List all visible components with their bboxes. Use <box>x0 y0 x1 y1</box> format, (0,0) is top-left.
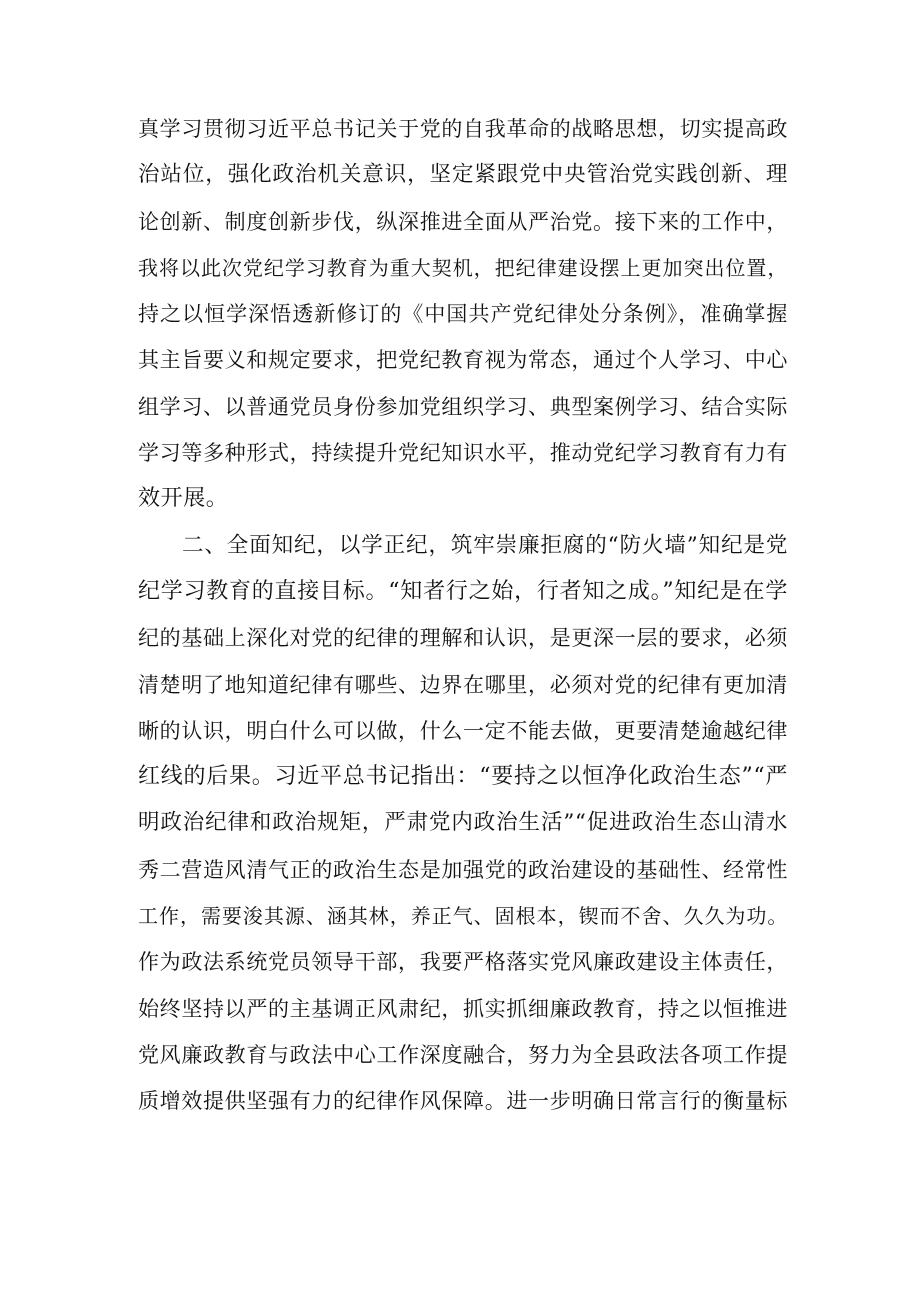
text-line: 纪的基础上深化对党的纪律的理解和认识，是更深一层的要求，必须 <box>138 626 788 651</box>
text-line: 党风廉政教育与政法中心工作深度融合，努力为全县政法各项工作提 <box>138 1042 788 1067</box>
text-line: 晰的认识，明白什么可以做，什么一定不能去做，更要清楚逾越纪律 <box>138 718 788 743</box>
text-line: 效开展。 <box>138 486 229 512</box>
text-line: 秀二营造风清气正的政治生态是加强党的政治建设的基础性、经常性 <box>138 857 788 882</box>
text-line: 治站位，强化政治机关意识，坚定紧跟党中央管治党实践创新、理 <box>138 162 788 188</box>
text-line: 论创新、制度创新步伐，纵深推进全面从严治党。接下来的工作中， <box>138 209 788 234</box>
text-line: 明政治纪律和政治规矩，严肃党内政治生活”“促进政治生态山清水 <box>138 810 788 836</box>
text-line: 始终坚持以严的主基调正风肃纪，抓实抓细廉政教育，持之以恒推进 <box>138 996 788 1021</box>
text-line: 其主旨要义和规定要求，把党纪教育视为常态，通过个人学习、中心 <box>138 348 788 373</box>
text-line: 工作，需要浚其源、涵其林，养正气、固根本，锲而不舍、久久为功。 <box>138 904 788 929</box>
paragraph-2 <box>138 523 788 1125</box>
body-text <box>138 106 788 1125</box>
text-line: 作为政法系统党员领导干部，我要严格落实党风廉政建设主体责任， <box>138 950 788 975</box>
text-line: 质增效提供坚强有力的纪律作风保障。进一步明确日常言行的衡量标 <box>138 1089 788 1114</box>
paragraph-1 <box>138 106 788 523</box>
text-line: 二、全面知纪，以学正纪，筑牢崇廉拒腐的“防火墙”知纪是党 <box>182 532 788 558</box>
text-line: 组学习、以普通党员身份参加党组织学习、典型案例学习、结合实际 <box>138 394 788 419</box>
text-line: 学习等多种形式，持续提升党纪知识水平，推动党纪学习教育有力有 <box>138 441 788 466</box>
text-line: 清楚明了地知道纪律有哪些、边界在哪里，必须对党的纪律有更加清 <box>138 672 788 697</box>
text-line: 红线的后果。习近平总书记指出：“要持之以恒净化政治生态”“严 <box>138 764 788 790</box>
text-line: 纪学习教育的直接目标。“知者行之始，行者知之成。”知纪是在学 <box>138 578 788 604</box>
text-line: 持之以恒学深悟透新修订的《中国共产党纪律处分条例》，准确掌握 <box>138 302 788 327</box>
text-line: 我将以此次党纪学习教育为重大契机，把纪律建设摆上更加突出位置， <box>138 255 788 280</box>
text-line: 真学习贯彻习近平总书记关于党的自我革命的战略思想，切实提高政 <box>138 117 788 141</box>
